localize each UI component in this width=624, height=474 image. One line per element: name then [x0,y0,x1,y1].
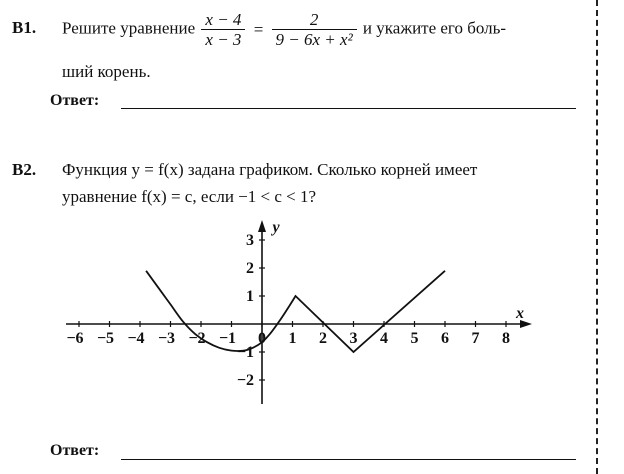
problem-b2-number: B2. [12,160,37,179]
problem-b2-answer-field[interactable] [121,459,576,460]
fraction-left-numerator: x − 4 [201,10,245,30]
fraction-right-denominator: 9 − 6x + x² [275,30,353,49]
x-tick-label: 2 [319,330,327,347]
fraction-left-denominator: x − 3 [205,30,242,49]
x-tick-label: −6 [66,330,84,347]
x-tick-label: 3 [349,330,358,347]
x-tick-label: −3 [157,330,176,347]
y-tick-label: −2 [236,372,254,389]
problem-b1-answer-label: Ответ: [50,92,100,109]
y-tick-label: 1 [246,288,254,305]
x-tick-label: 7 [471,330,480,347]
x-tick-label: 1 [288,330,297,347]
x-tick-label: 8 [502,330,510,347]
fraction-right-numerator: 2 [272,10,357,30]
equals-sign: = [253,20,264,39]
x-tick-label: −4 [127,330,145,347]
problem-b1-line2: ший корень. [62,62,151,81]
x-tick-label: −1 [218,330,237,347]
problem-b1-text-before: Решите уравнение [62,18,196,38]
y-axis-label: y [272,219,280,236]
y-axis-arrow [258,220,266,232]
x-tick-label: 4 [380,330,388,347]
x-tick-label: 0 [258,330,266,347]
x-tick-label: −5 [96,330,115,347]
x-axis-label: x [516,305,524,322]
problem-b2-answer-label: Ответ: [50,442,100,459]
x-tick-label: 6 [441,330,449,347]
y-tick-label: 2 [246,260,254,277]
problem-b1-number: B1. [12,18,37,37]
problem-b1-text-after: и укажите его боль- [362,18,507,38]
problem-b2-line2: уравнение f(x) = c, если −1 < c < 1? [62,187,317,206]
y-tick-label: −1 [236,344,254,361]
problem-b2-line1: Функция y = f(x) задана графиком. Сколько корней имеет [62,160,478,179]
x-tick-label: 5 [410,330,419,347]
x-tick-label: −2 [188,330,206,347]
y-tick-label: 3 [246,232,254,249]
